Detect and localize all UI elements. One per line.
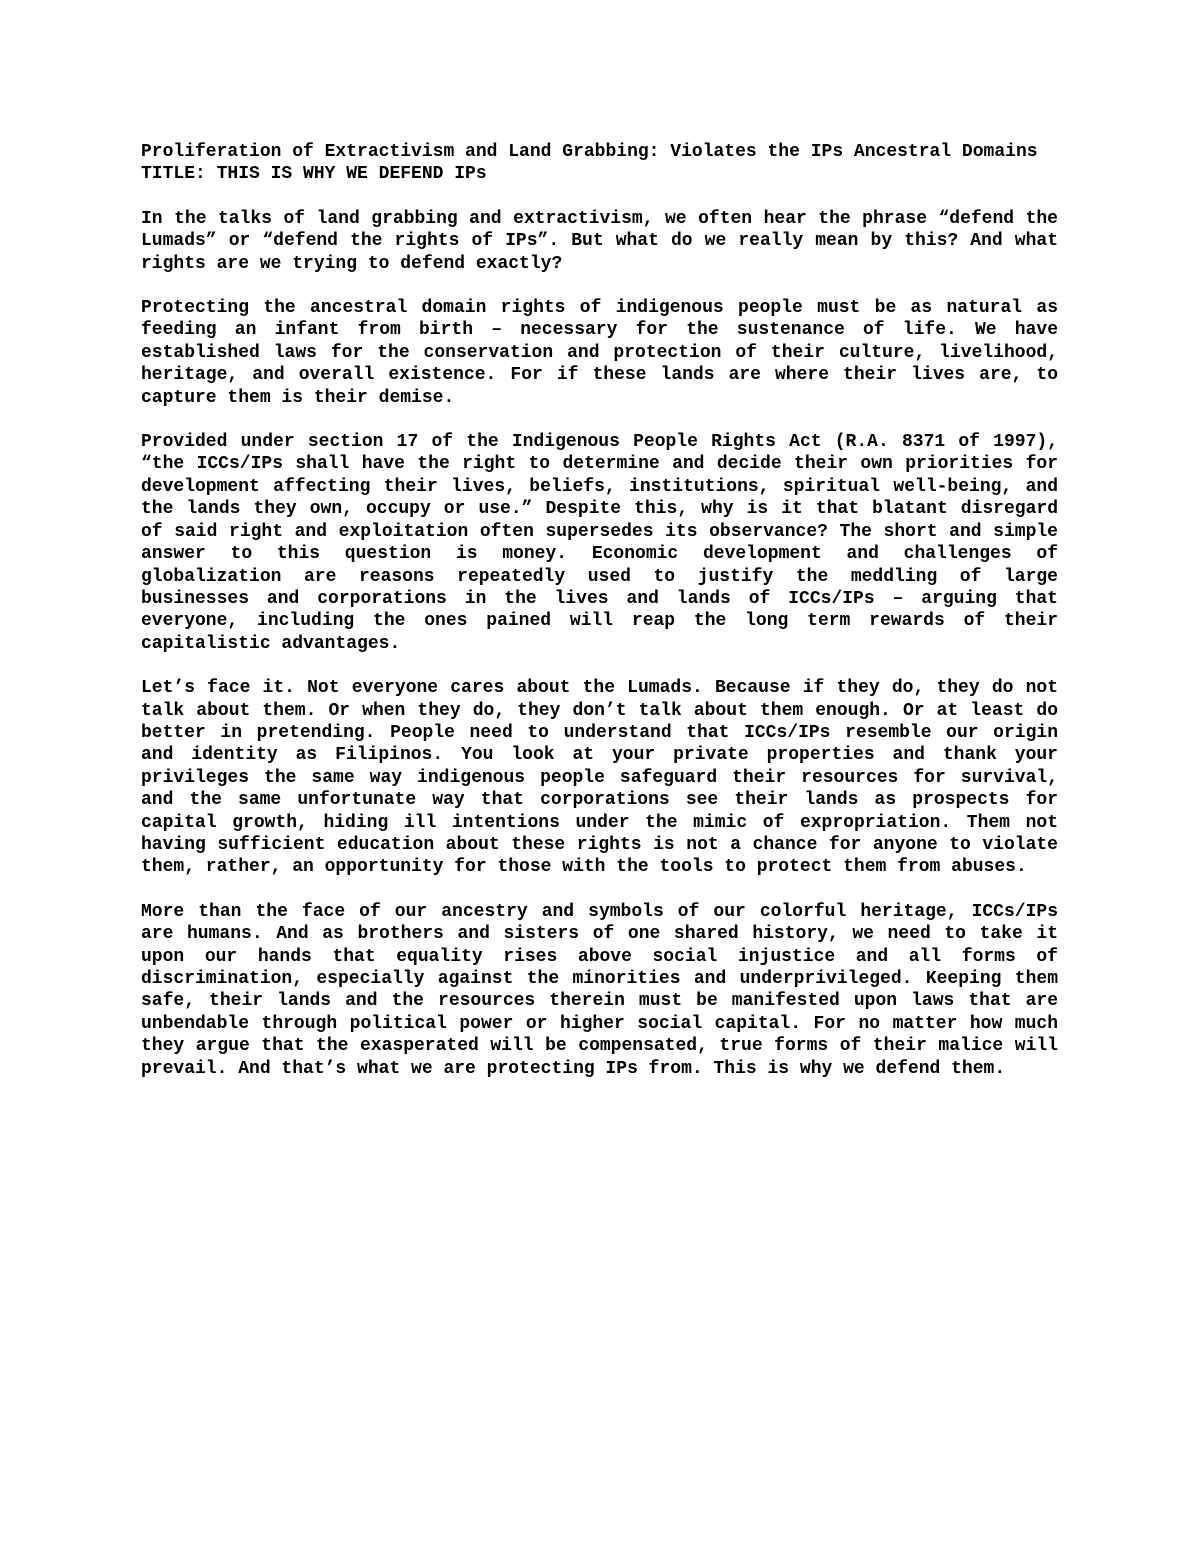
title-line: TITLE: THIS IS WHY WE DEFEND IPs <box>141 164 487 185</box>
paragraph-ipra-section-17: Provided under section 17 of the Indigenous People Rights Act (R.A. 8371 of 1997), “the ICCs/IPs shall have the right to determine and decide their own priorities for development affecting their lives, beliefs, institutions, spiritual well-being, and the lands they own, occupy or use.” Despite this, why is it that blatant disregard of said right and exploitation often supersedes its observance? The short and simple answer to this question is money. Economic development and challenges of globalization are reasons repeatedly used to justify the meddling of large businesses and corporations in the lives and lands of ICCs/IPs – arguing that everyone, including the ones pained will reap the long term rewards of their capitalistic advantages. <box>141 432 1058 654</box>
paragraph-intro: In the talks of land grabbing and extractivism, we often hear the phrase “defend the Lumads” or “defend the rights of IPs”. But what do we really mean by this? And what rights are we trying to defend exactly? <box>141 208 1058 274</box>
paragraph-lets-face-it: Let’s face it. Not everyone cares about the Lumads. Because if they do, they do not talk about them. Or when they do, they don’t talk about them enough. Or at least do better in pretending. People need to understand that ICCs/IPs resemble our origin and identity as Filipinos. You look at your private properties and thank your privileges the same way indigenous people safeguard their resources for survival, and the same unfortunate way that corporations see their lands as prospects for capital growth, hiding ill intentions under the mimic of expropriation. Them not having sufficient education about these rights is not a chance for anyone to violate them, rather, an opportunity for those with the tools to protect them from abuses. <box>141 678 1058 878</box>
paragraph-ancestral-rights: Protecting the ancestral domain rights of indigenous people must be as natural as feeding an infant from birth – necessary for the sustenance of life. We have established laws for the conservation and protection of their culture, livelihood, heritage, and overall existence. For if these lands are where their lives are, to capture them is their demise. <box>141 298 1058 408</box>
header-line: Proliferation of Extractivism and Land Grabbing: Violates the IPs Ancestral Domains <box>141 142 1038 162</box>
document-page <box>141 141 1058 1102</box>
paragraph-conclusion: More than the face of our ancestry and symbols of our colorful heritage, ICCs/IPs are humans. And as brothers and sisters of one shared history, we need to take it upon our hands that equality rises above social injustice and all forms of discrimination, especially against the minorities and underprivileged. Keeping them safe, their lands and the resources therein must be manifested upon laws that are unbendable through political power or higher social capital. For no matter how much they argue that the exasperated will be compensated, true forms of their malice will prevail. And that’s what we are protecting IPs from. This is why we defend them. <box>141 901 1058 1079</box>
document-heading <box>141 141 1058 186</box>
